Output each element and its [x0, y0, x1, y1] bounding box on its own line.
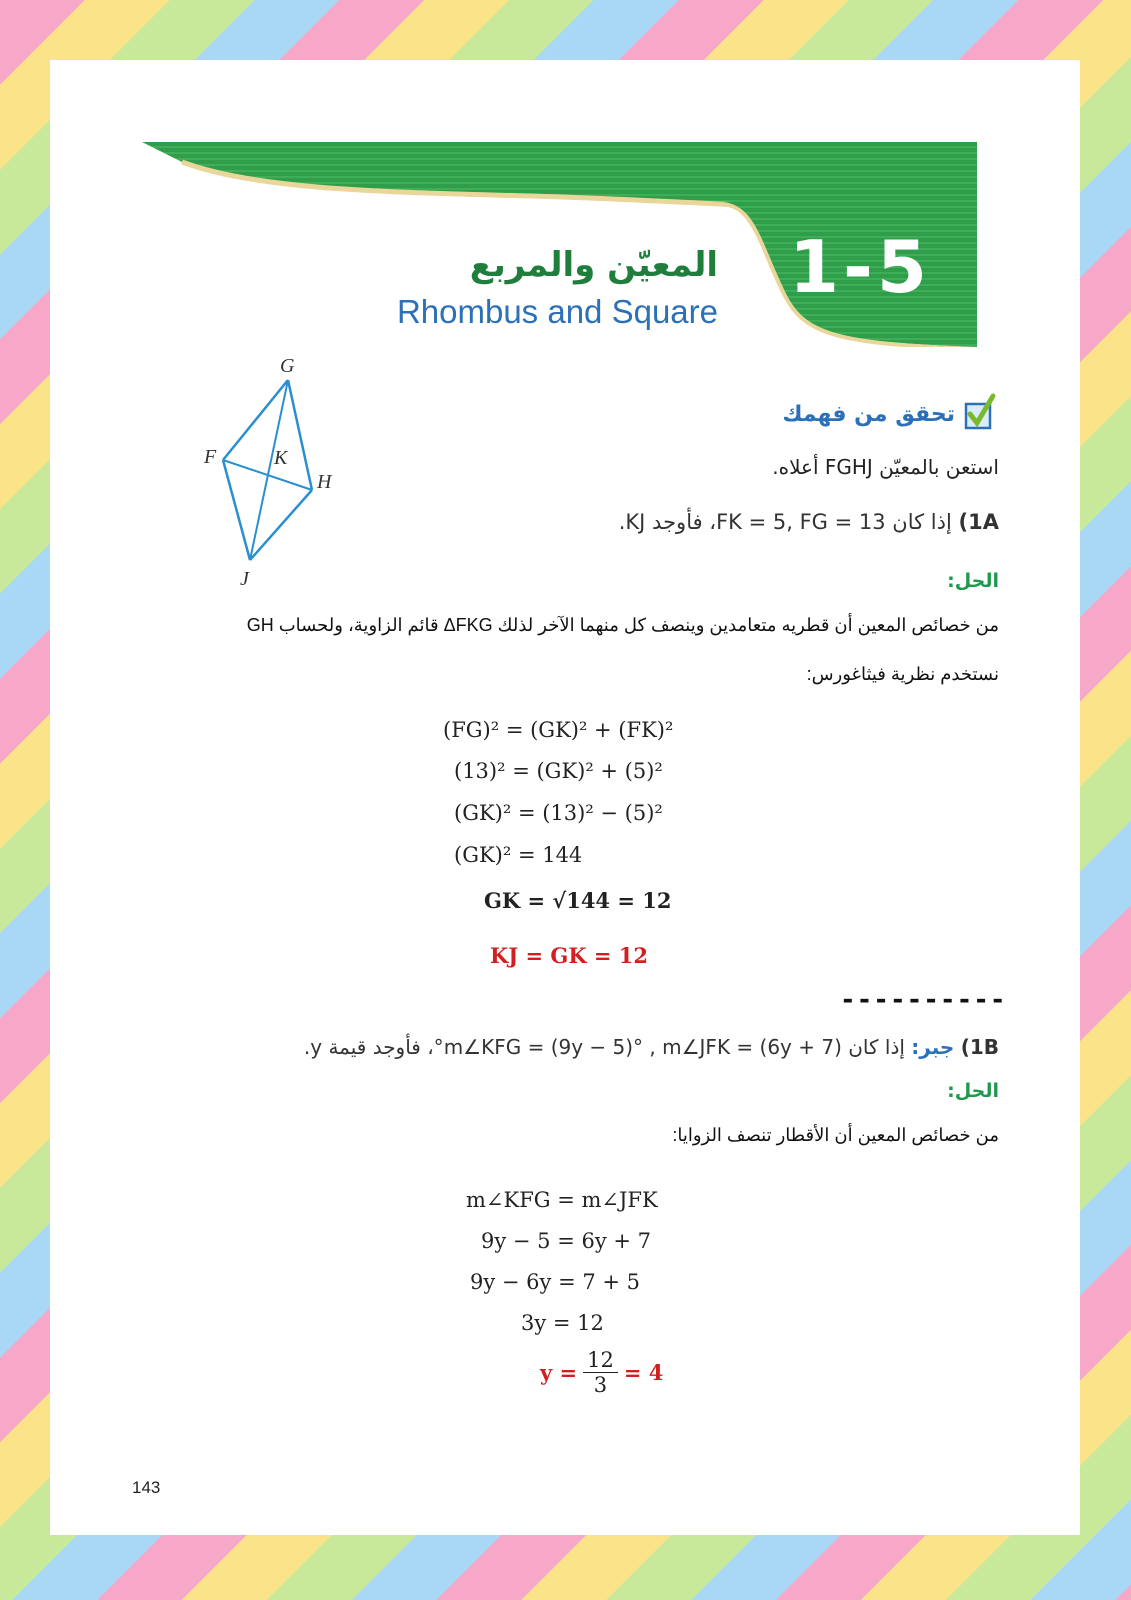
rhombus-lines	[223, 380, 312, 560]
question-1b-tag: جبر:	[911, 1035, 955, 1059]
answer-lhs: y =	[540, 1360, 578, 1385]
part-a-step-3: (GK)² = (13)² − (5)²	[454, 801, 663, 825]
lesson-number: 1-5	[788, 225, 932, 309]
question-1b-text: إذا كان m∠KFG = (9y − 5)° , m∠JFK = (6y + 7)°، فأوجد قيمة y.	[303, 1035, 905, 1059]
section-separator: ----------	[840, 985, 1007, 1015]
part-a-step-1: (FG)² = (GK)² + (FK)²	[443, 718, 674, 742]
fraction-numerator: 12	[583, 1348, 618, 1373]
question-1b-label: 1B)	[960, 1035, 999, 1059]
answer-rhs: = 4	[623, 1360, 664, 1385]
part-a-explanation-1: من خصائص المعين أن قطريه متعامدين وينصف كل منهما الآخر لذلك ΔFKG قائم الزاوية، ولحساب GH	[246, 615, 999, 635]
fraction-denominator: 3	[593, 1373, 608, 1397]
center-label-k: K	[274, 447, 288, 469]
part-b-step-1: m∠KFG = m∠JFK	[466, 1188, 658, 1212]
checkbox-check-icon	[963, 392, 999, 437]
vertex-label-h: H	[317, 471, 332, 493]
intro-text: استعن بالمعيّن FGHJ أعلاه.	[772, 455, 999, 479]
vertex-label-j: J	[240, 568, 249, 590]
vertex-label-g: G	[280, 355, 295, 377]
part-b-step-3: 9y − 6y = 7 + 5	[470, 1270, 641, 1294]
solution-label-a: الحل:	[947, 570, 999, 592]
lesson-title-arabic: المعيّن والمربع	[469, 245, 718, 285]
question-1a	[619, 510, 999, 534]
part-a-step-4: (GK)² = 144	[454, 843, 583, 867]
check-understanding-heading	[782, 392, 999, 437]
answer-fraction	[583, 1348, 618, 1397]
check-heading-text: تحقق من فهمك	[782, 402, 955, 427]
question-1a-label: 1A)	[958, 510, 999, 534]
part-a-step-2: (13)² = (GK)² + (5)²	[454, 759, 663, 783]
rhombus-figure	[190, 350, 410, 610]
part-a-step-5: GK = √144 = 12	[484, 888, 672, 913]
part-b-explanation: من خصائص المعين أن الأقطار تنصف الزوايا:	[672, 1125, 999, 1145]
lesson-title-english: Rhombus and Square	[396, 293, 718, 330]
solution-label-b: الحل:	[947, 1080, 999, 1102]
part-b-answer	[540, 1348, 663, 1397]
page-number: 143	[132, 1478, 161, 1497]
question-1b	[304, 1035, 999, 1059]
vertex-label-f: F	[204, 446, 217, 468]
part-b-step-2: 9y − 5 = 6y + 7	[481, 1229, 652, 1253]
part-a-explanation-2: نستخدم نظرية فيثاغورس:	[806, 664, 999, 684]
part-a-answer: KJ = GK = 12	[490, 943, 649, 968]
question-1a-text: إذا كان FK = 5, FG = 13، فأوجد KJ.	[618, 510, 952, 534]
part-b-step-4: 3y = 12	[521, 1311, 604, 1335]
